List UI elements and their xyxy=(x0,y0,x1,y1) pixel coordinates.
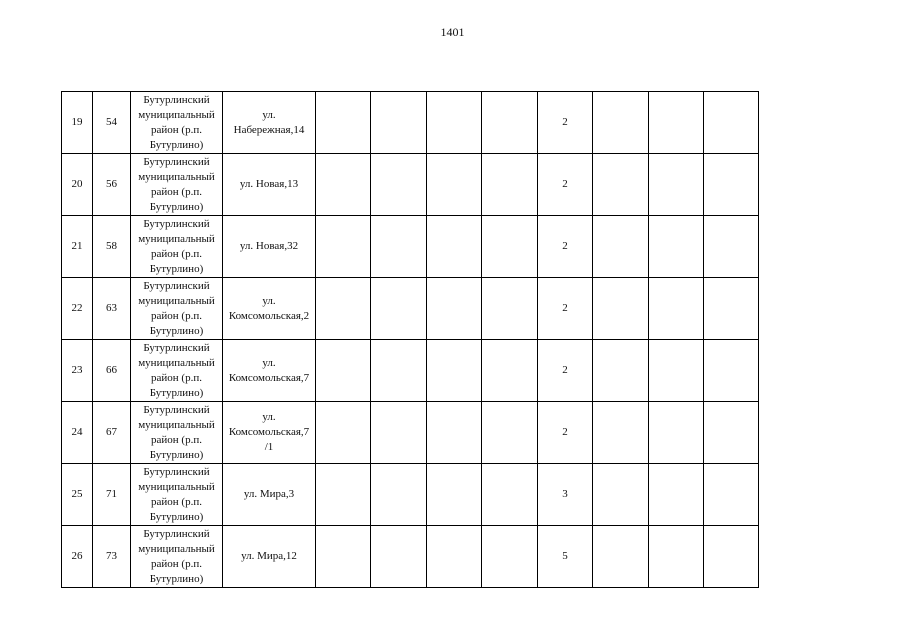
district-cell: Бутурлинский муниципальный район (р.п. Бутурлино) xyxy=(131,92,223,154)
table-row xyxy=(62,526,759,588)
table-row xyxy=(62,216,759,278)
empty-cell xyxy=(593,340,649,402)
table-row xyxy=(62,464,759,526)
object-code-cell: 73 xyxy=(93,526,131,588)
count-cell: 2 xyxy=(538,154,593,216)
registry-table xyxy=(61,91,759,588)
empty-cell xyxy=(649,340,704,402)
object-code-cell: 58 xyxy=(93,216,131,278)
address-cell: ул. Мира,3 xyxy=(223,464,316,526)
empty-cell xyxy=(482,340,538,402)
district-cell: Бутурлинский муниципальный район (р.п. Бутурлино) xyxy=(131,154,223,216)
object-code-cell: 71 xyxy=(93,464,131,526)
address-cell: ул. Комсомольская,2 xyxy=(223,278,316,340)
empty-cell xyxy=(371,278,427,340)
table-row xyxy=(62,402,759,464)
empty-cell xyxy=(649,402,704,464)
empty-cell xyxy=(482,402,538,464)
empty-cell xyxy=(593,402,649,464)
empty-cell xyxy=(482,278,538,340)
empty-cell xyxy=(427,526,482,588)
count-cell: 2 xyxy=(538,92,593,154)
empty-cell xyxy=(482,526,538,588)
empty-cell xyxy=(593,526,649,588)
empty-cell xyxy=(482,216,538,278)
empty-cell xyxy=(427,216,482,278)
count-cell: 2 xyxy=(538,216,593,278)
page-number: 1401 xyxy=(440,25,465,39)
empty-cell xyxy=(704,402,759,464)
table-row xyxy=(62,340,759,402)
empty-cell xyxy=(371,402,427,464)
empty-cell xyxy=(316,92,371,154)
empty-cell xyxy=(593,92,649,154)
row-number-cell: 26 xyxy=(62,526,93,588)
empty-cell xyxy=(593,278,649,340)
empty-cell xyxy=(427,278,482,340)
empty-cell xyxy=(316,340,371,402)
empty-cell xyxy=(704,278,759,340)
object-code-cell: 54 xyxy=(93,92,131,154)
address-cell: ул. Комсомольская,7 xyxy=(223,340,316,402)
empty-cell xyxy=(593,464,649,526)
empty-cell xyxy=(649,154,704,216)
table-row xyxy=(62,278,759,340)
empty-cell xyxy=(371,340,427,402)
empty-cell xyxy=(371,216,427,278)
empty-cell xyxy=(371,464,427,526)
empty-cell xyxy=(649,526,704,588)
empty-cell xyxy=(316,216,371,278)
empty-cell xyxy=(704,340,759,402)
empty-cell xyxy=(482,154,538,216)
empty-cell xyxy=(593,154,649,216)
district-cell: Бутурлинский муниципальный район (р.п. Бутурлино) xyxy=(131,340,223,402)
empty-cell xyxy=(649,464,704,526)
empty-cell xyxy=(649,278,704,340)
count-cell: 2 xyxy=(538,340,593,402)
empty-cell xyxy=(371,154,427,216)
object-code-cell: 63 xyxy=(93,278,131,340)
empty-cell xyxy=(704,526,759,588)
empty-cell xyxy=(649,92,704,154)
table-row xyxy=(62,154,759,216)
table-row xyxy=(62,92,759,154)
empty-cell xyxy=(704,216,759,278)
empty-cell xyxy=(427,340,482,402)
district-cell: Бутурлинский муниципальный район (р.п. Бутурлино) xyxy=(131,526,223,588)
empty-cell xyxy=(316,526,371,588)
address-cell: ул. Набережная,14 xyxy=(223,92,316,154)
row-number-cell: 21 xyxy=(62,216,93,278)
address-cell: ул. Новая,13 xyxy=(223,154,316,216)
table-body xyxy=(62,92,759,588)
address-cell: ул. Новая,32 xyxy=(223,216,316,278)
empty-cell xyxy=(316,464,371,526)
district-cell: Бутурлинский муниципальный район (р.п. Бутурлино) xyxy=(131,216,223,278)
empty-cell xyxy=(316,278,371,340)
empty-cell xyxy=(704,464,759,526)
empty-cell xyxy=(427,402,482,464)
row-number-cell: 20 xyxy=(62,154,93,216)
empty-cell xyxy=(427,464,482,526)
empty-cell xyxy=(427,154,482,216)
empty-cell xyxy=(593,216,649,278)
object-code-cell: 56 xyxy=(93,154,131,216)
empty-cell xyxy=(371,92,427,154)
address-cell: ул. Мира,12 xyxy=(223,526,316,588)
empty-cell xyxy=(371,526,427,588)
row-number-cell: 23 xyxy=(62,340,93,402)
empty-cell xyxy=(316,154,371,216)
count-cell: 5 xyxy=(538,526,593,588)
empty-cell xyxy=(704,92,759,154)
empty-cell xyxy=(482,92,538,154)
count-cell: 3 xyxy=(538,464,593,526)
empty-cell xyxy=(427,92,482,154)
empty-cell xyxy=(482,464,538,526)
district-cell: Бутурлинский муниципальный район (р.п. Бутурлино) xyxy=(131,402,223,464)
row-number-cell: 24 xyxy=(62,402,93,464)
district-cell: Бутурлинский муниципальный район (р.п. Бутурлино) xyxy=(131,278,223,340)
count-cell: 2 xyxy=(538,402,593,464)
row-number-cell: 25 xyxy=(62,464,93,526)
object-code-cell: 67 xyxy=(93,402,131,464)
address-cell: ул. Комсомольская,7 /1 xyxy=(223,402,316,464)
empty-cell xyxy=(649,216,704,278)
row-number-cell: 19 xyxy=(62,92,93,154)
empty-cell xyxy=(704,154,759,216)
count-cell: 2 xyxy=(538,278,593,340)
row-number-cell: 22 xyxy=(62,278,93,340)
empty-cell xyxy=(316,402,371,464)
object-code-cell: 66 xyxy=(93,340,131,402)
district-cell: Бутурлинский муниципальный район (р.п. Бутурлино) xyxy=(131,464,223,526)
